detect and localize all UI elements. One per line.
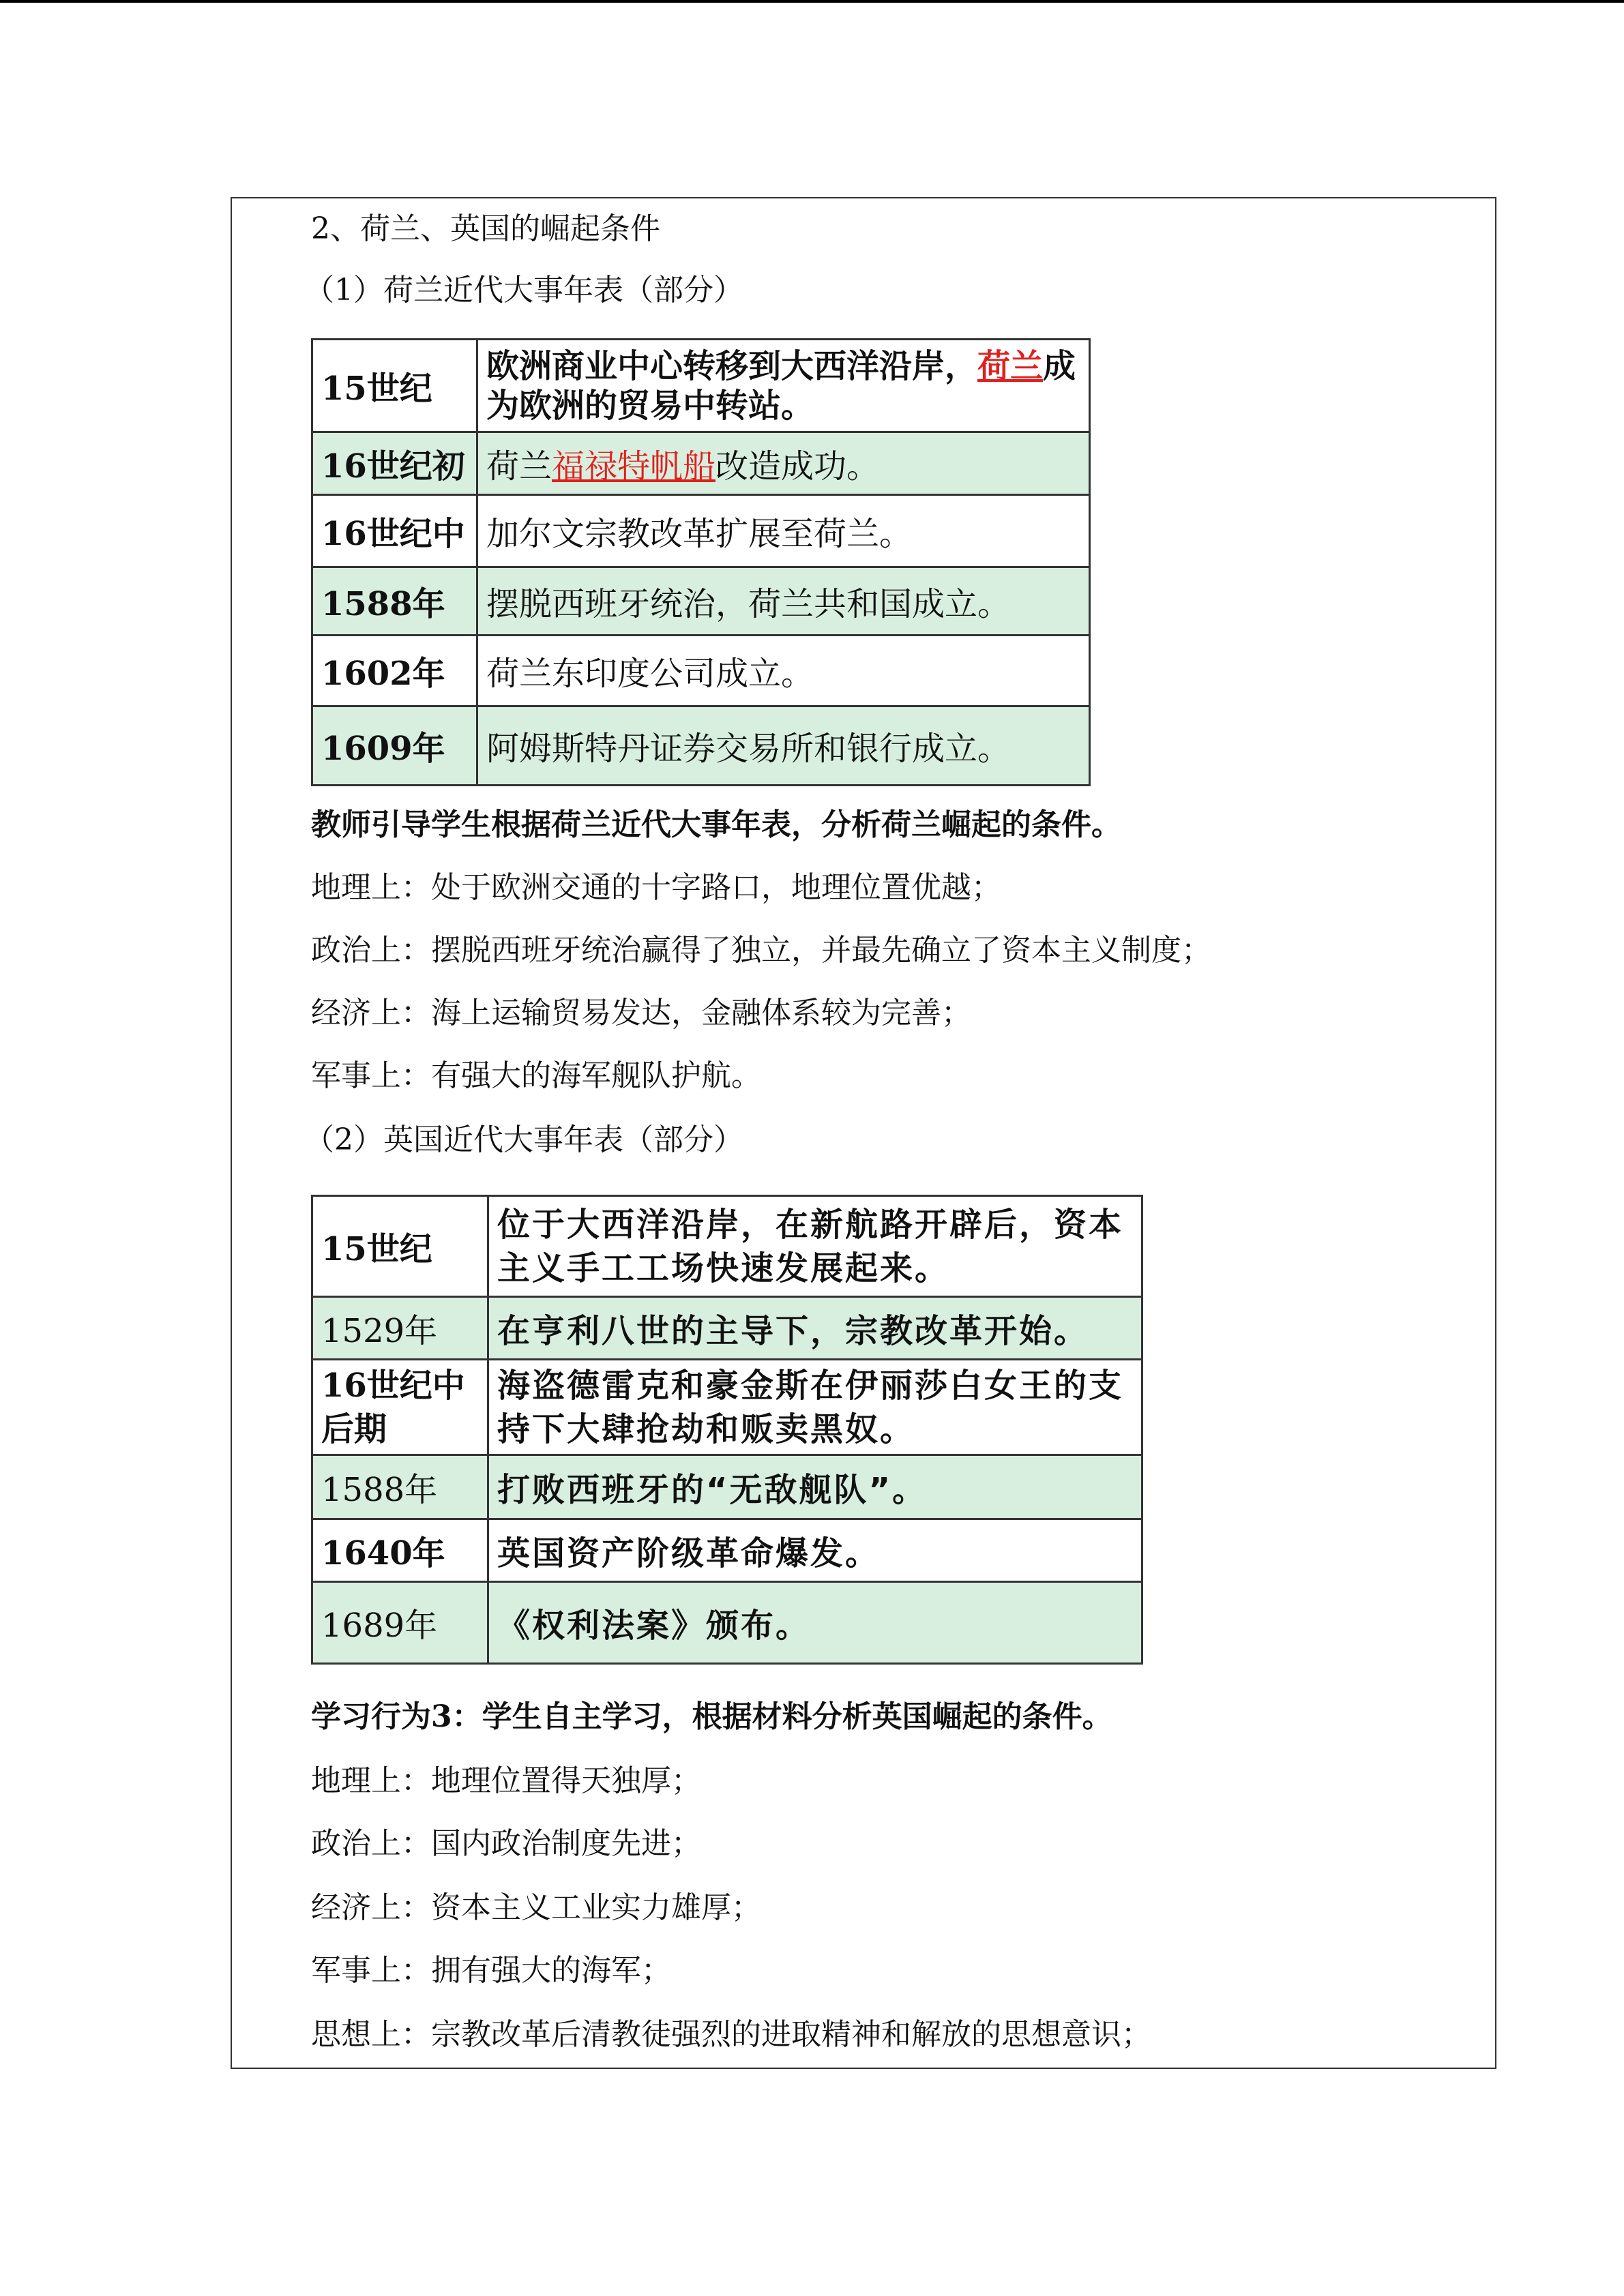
year-cell: 1640年 bbox=[312, 1519, 488, 1582]
highlight-text: 福禄特帆船 bbox=[552, 447, 716, 486]
year-cell: 1602年 bbox=[312, 636, 477, 706]
table-row bbox=[312, 495, 1090, 567]
year-cell: 15世纪 bbox=[312, 1196, 488, 1297]
england-guide: 学习行为3：学生自主学习，根据材料分析英国崛起的条件。 bbox=[311, 1699, 1112, 1734]
event-cell: 加尔文宗教改革扩展至荷兰。 bbox=[477, 495, 1090, 567]
event-cell bbox=[477, 432, 1090, 495]
netherlands-guide: 教师引导学生根据荷兰近代大事年表，分析荷兰崛起的条件。 bbox=[311, 807, 1121, 842]
event-cell: 英国资产阶级革命爆发。 bbox=[488, 1519, 1142, 1582]
event-text: 荷兰 bbox=[486, 447, 552, 486]
year-cell: 16世纪中后期 bbox=[312, 1360, 488, 1455]
year-cell: 1588年 bbox=[312, 567, 477, 636]
netherlands-point: 军事上：有强大的海军舰队护航。 bbox=[311, 1058, 761, 1093]
table-row bbox=[312, 1196, 1142, 1297]
netherlands-point: 地理上：处于欧洲交通的十字路口，地理位置优越； bbox=[311, 870, 1001, 905]
england-point: 军事上：拥有强大的海军； bbox=[311, 1953, 671, 1988]
table-row bbox=[312, 1519, 1142, 1582]
event-cell: 《权利法案》颁布。 bbox=[488, 1582, 1142, 1664]
event-cell: 位于大西洋沿岸，在新航路开辟后，资本主义手工工场快速发展起来。 bbox=[488, 1196, 1142, 1297]
england-point: 地理上：地理位置得天独厚； bbox=[311, 1763, 701, 1798]
event-text: 成为欧洲的贸易中转站。 bbox=[486, 346, 1076, 425]
event-cell: 阿姆斯特丹证券交易所和银行成立。 bbox=[477, 706, 1090, 786]
year-cell: 1588年 bbox=[312, 1455, 488, 1519]
england-point: 政治上：国内政治制度先进； bbox=[311, 1826, 701, 1861]
year-cell: 16世纪中 bbox=[312, 495, 477, 567]
table-row bbox=[312, 1582, 1142, 1664]
netherlands-timeline-table bbox=[311, 338, 1091, 786]
event-cell: 摆脱西班牙统治，荷兰共和国成立。 bbox=[477, 567, 1090, 636]
page-top-border bbox=[0, 0, 1624, 3]
year-cell: 1609年 bbox=[312, 706, 477, 786]
event-cell bbox=[477, 340, 1090, 432]
table-row bbox=[312, 432, 1090, 495]
table-row bbox=[312, 1455, 1142, 1519]
table-row bbox=[312, 636, 1090, 706]
event-cell: 打败西班牙的“无敌舰队”。 bbox=[488, 1455, 1142, 1519]
year-cell: 1689年 bbox=[312, 1582, 488, 1664]
year-cell: 1529年 bbox=[312, 1297, 488, 1360]
table-row bbox=[312, 1360, 1142, 1455]
section-heading: 2、荷兰、英国的崛起条件 bbox=[311, 211, 660, 246]
year-cell: 16世纪初 bbox=[312, 432, 477, 495]
netherlands-point: 政治上：摆脱西班牙统治赢得了独立，并最先确立了资本主义制度； bbox=[311, 933, 1211, 968]
event-cell: 荷兰东印度公司成立。 bbox=[477, 636, 1090, 706]
event-cell: 海盗德雷克和豪金斯在伊丽莎白女王的支持下大肆抢劫和贩卖黑奴。 bbox=[488, 1360, 1142, 1455]
event-cell: 在亨利八世的主导下，宗教改革开始。 bbox=[488, 1297, 1142, 1360]
england-point: 思想上：宗教改革后清教徒强烈的进取精神和解放的思想意识； bbox=[311, 2017, 1151, 2052]
england-subtitle: （2）英国近代大事年表（部分） bbox=[304, 1122, 743, 1157]
table-row bbox=[312, 1297, 1142, 1360]
netherlands-point: 经济上：海上运输贸易发达，金融体系较为完善； bbox=[311, 996, 971, 1030]
event-text: 欧洲商业中心转移到大西洋沿岸， bbox=[486, 346, 978, 385]
england-point: 经济上：资本主义工业实力雄厚； bbox=[311, 1890, 761, 1925]
netherlands-subtitle: （1）荷兰近代大事年表（部分） bbox=[304, 273, 743, 308]
table-row bbox=[312, 340, 1090, 432]
england-timeline-table bbox=[311, 1195, 1143, 1665]
highlight-text: 荷兰 bbox=[977, 346, 1044, 385]
year-cell: 15世纪 bbox=[312, 340, 477, 432]
event-text: 改造成功。 bbox=[715, 447, 880, 486]
table-row bbox=[312, 567, 1090, 636]
table-row bbox=[312, 706, 1090, 786]
